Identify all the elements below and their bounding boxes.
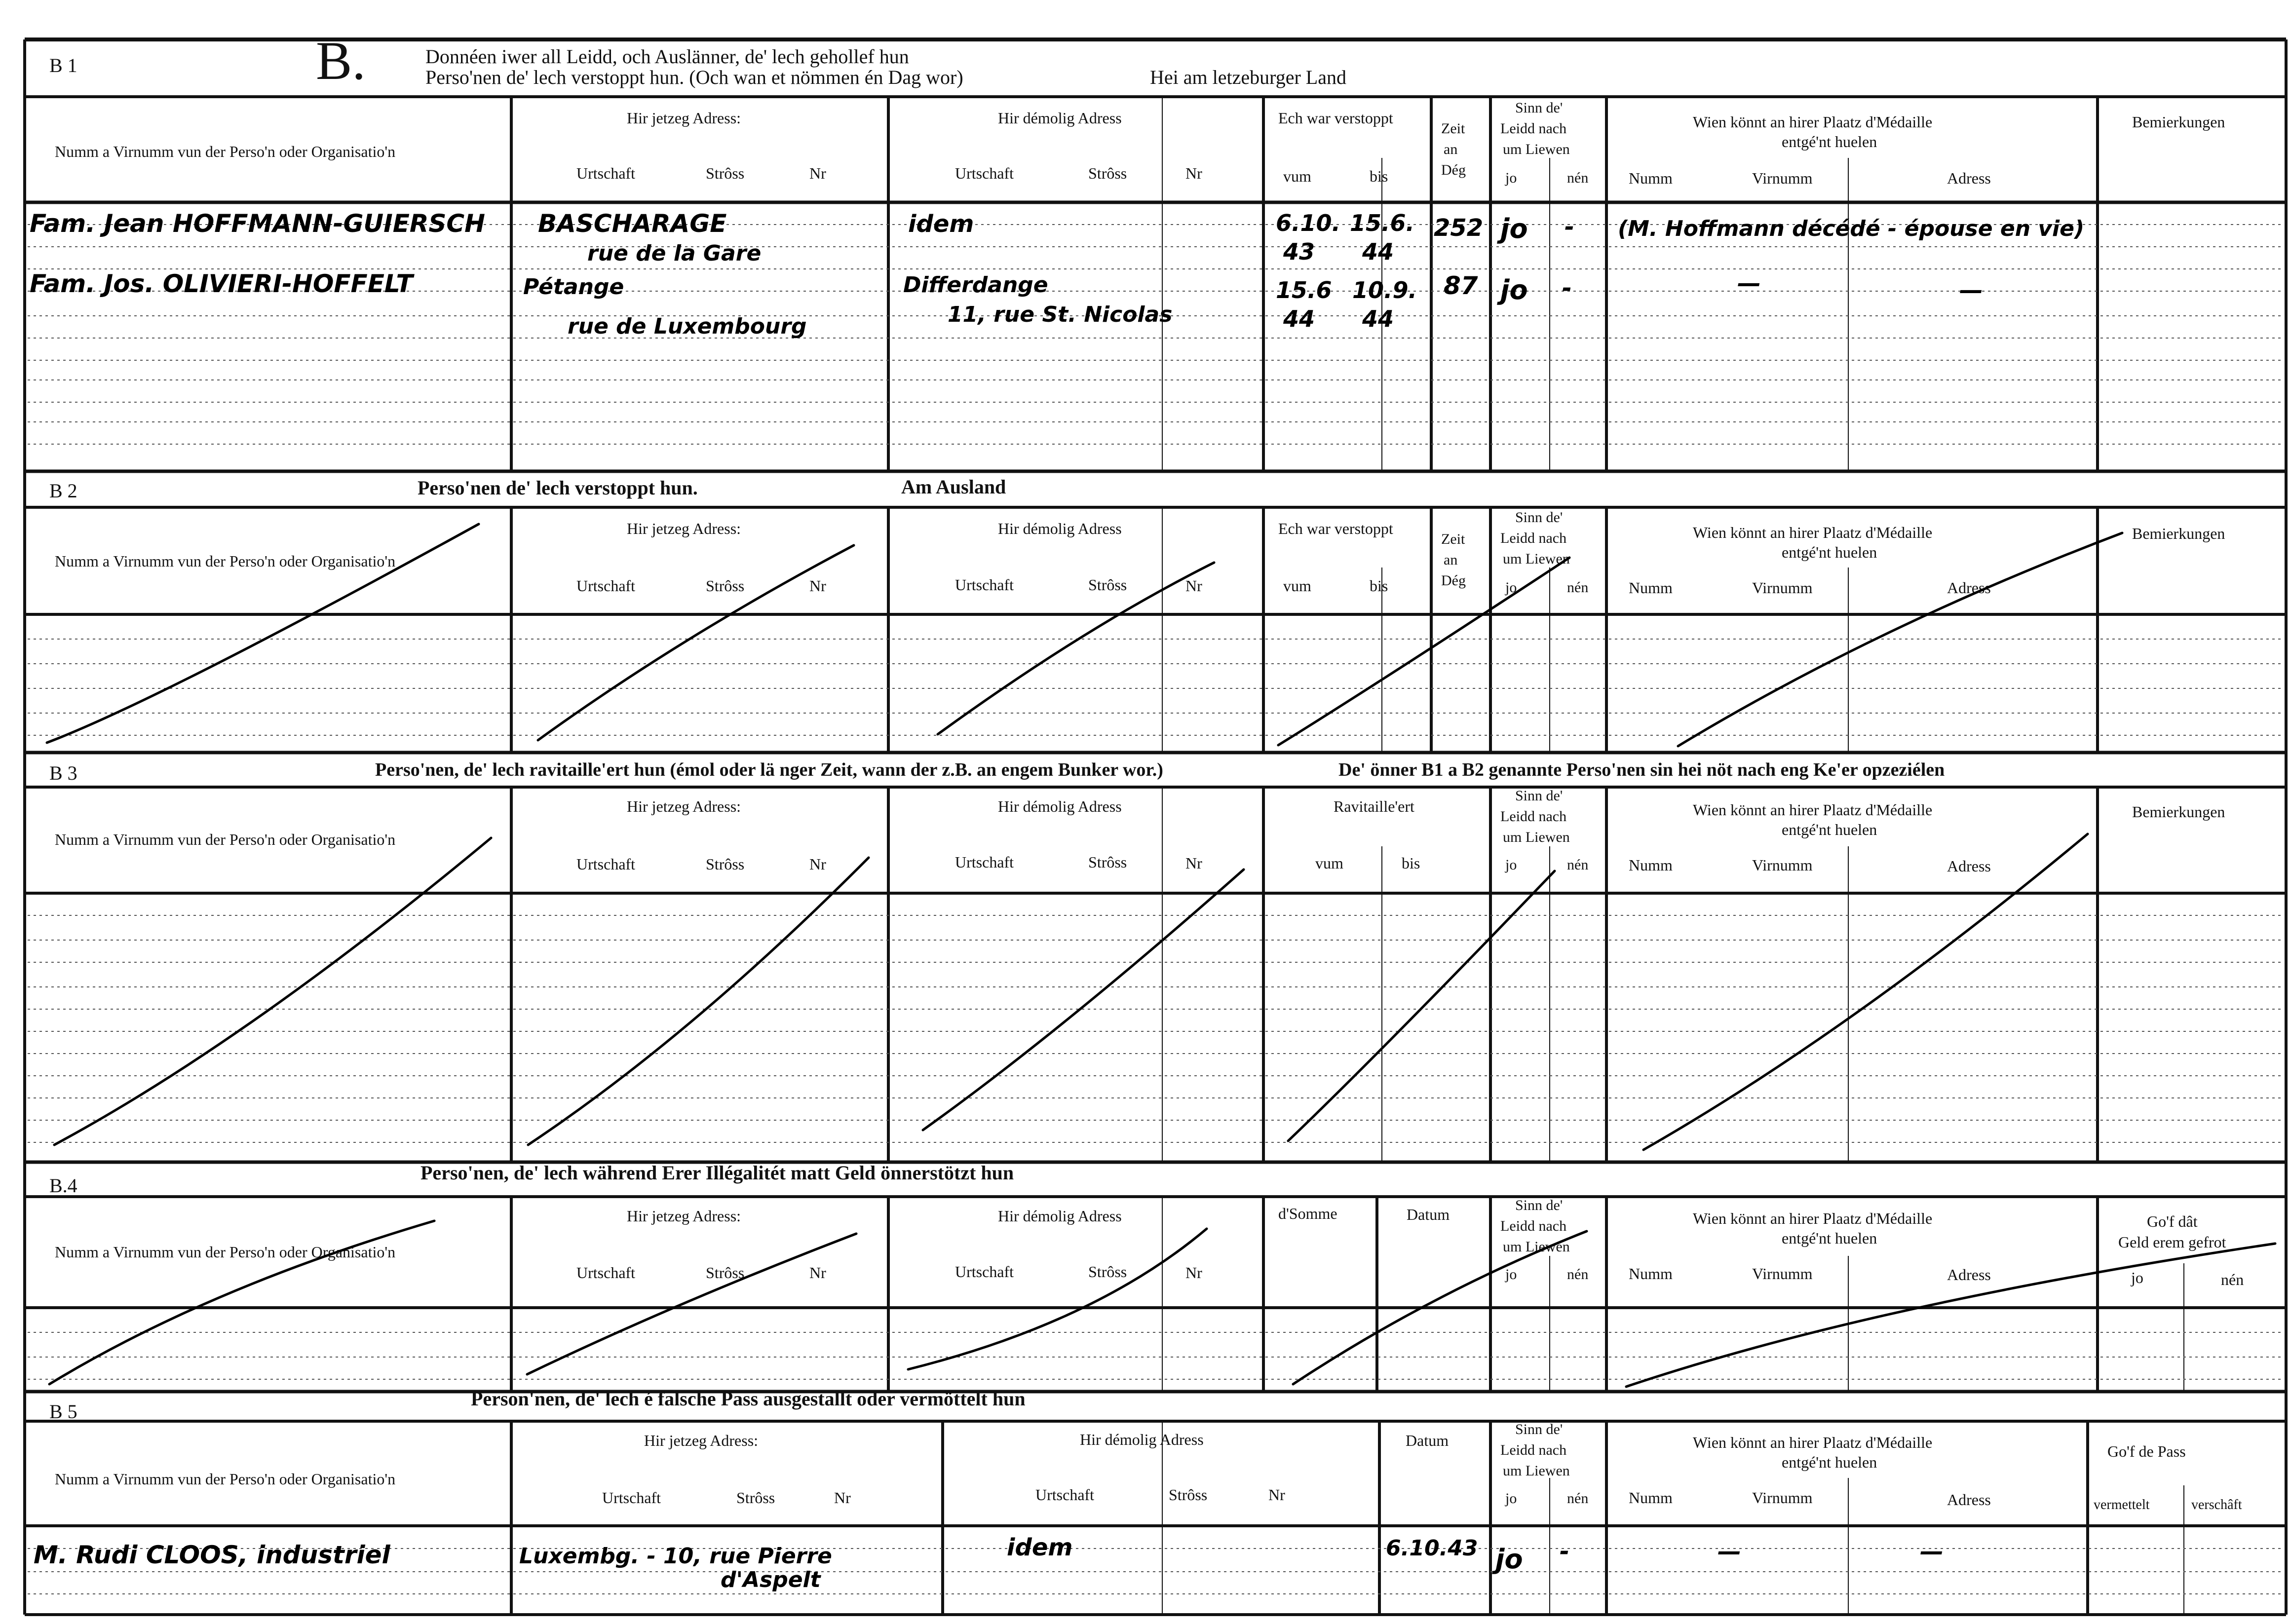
adress-header: Adress — [1947, 169, 1991, 187]
entry-not-alive: - — [1562, 274, 1572, 302]
current-address-header: Hir jetzeg Adress: — [627, 1207, 741, 1225]
urtschaft-header: Urtschaft — [955, 576, 1014, 594]
sinn-header: um Liewen — [1503, 829, 1570, 845]
entry-medal-note: (M. Hoffmann décédé - épouse en vie) — [1618, 216, 2085, 241]
entry-address-line1: BASCHARAGE — [538, 209, 727, 238]
section-code: B 3 — [49, 762, 77, 784]
section-title: Perso'nen de' lech verstoppt hun. — [418, 477, 698, 499]
stross-header: Strôss — [1088, 853, 1127, 871]
entry-not-alive: - — [1560, 1538, 1569, 1565]
urtschaft-header: Urtschaft — [576, 577, 636, 595]
nr-header: Nr — [1185, 577, 1202, 595]
money-given-header: Go'f dât — [2147, 1212, 2198, 1230]
virnumm-header: Virnumm — [1752, 169, 1813, 187]
hidden-header: Ech war verstoppt — [1278, 109, 1393, 127]
entry-name: Fam. Jos. OLIVIERI-HOFFELT — [30, 269, 413, 298]
bis-header: bis — [1402, 854, 1420, 872]
intro-line2-right: Hei am letzeburger Land — [1150, 66, 1346, 88]
name-col-header: Numm a Virnumm vun der Perso'n oder Organisatio'n — [55, 552, 396, 570]
medal-header: entgé'nt huelen — [1782, 1453, 1877, 1471]
former-address-header: Hir démolig Adress — [998, 520, 1122, 537]
numm-header: Numm — [1629, 169, 1673, 187]
medal-header: entgé'nt huelen — [1782, 1229, 1877, 1247]
strike-through-lines — [54, 834, 2088, 1150]
verschaft-header: verschâft — [2191, 1497, 2242, 1512]
medal-header: entgé'nt huelen — [1782, 133, 1877, 151]
jo-header: jo — [2131, 1269, 2143, 1286]
name-col-header: Numm a Virnumm vun der Perso'n oder Organisatio'n — [55, 1470, 396, 1488]
section-title-right: Am Ausland — [901, 476, 1006, 498]
name-col-header: Numm a Virnumm vun der Perso'n oder Organisatio'n — [55, 831, 396, 848]
sinn-header: um Liewen — [1503, 551, 1570, 567]
remarks-header: Bemierkungen — [2132, 803, 2225, 821]
entry-days: 252 — [1434, 214, 1484, 242]
b1-entry-1 — [30, 209, 2084, 266]
entry-name: M. Rudi CLOOS, industriel — [34, 1541, 390, 1569]
stross-header: Strôss — [736, 1489, 775, 1507]
nen-header: nén — [1567, 1266, 1589, 1283]
adress-header: Adress — [1947, 1491, 1991, 1509]
nr-header: Nr — [1185, 1264, 1202, 1282]
former-address-header: Hir démolig Adress — [998, 109, 1122, 127]
section-code: B 1 — [49, 54, 77, 76]
adress-header: Adress — [1947, 857, 1991, 875]
sinn-header: Sinn de' — [1515, 100, 1563, 116]
entry-medal-adress: — — [1920, 1538, 1944, 1565]
money-given-header: Geld erem gefrot — [2118, 1233, 2226, 1251]
former-address-header: Hir démolig Adress — [998, 1207, 1122, 1225]
current-address-header: Hir jetzeg Adress: — [644, 1432, 759, 1449]
stross-header: Strôss — [1088, 1263, 1127, 1281]
section-code: B.4 — [49, 1174, 77, 1197]
nr-header: Nr — [809, 577, 826, 595]
nen-header: nén — [2221, 1271, 2244, 1288]
remarks-header: Bemierkungen — [2132, 525, 2225, 542]
entry-date: 6.10.43 — [1386, 1536, 1478, 1561]
nr-header: Nr — [1185, 164, 1202, 182]
pass-given-header: Go'f de Pass — [2107, 1442, 2186, 1460]
nr-header: Nr — [809, 855, 826, 873]
section-b1 — [25, 31, 2286, 471]
stross-header: Strôss — [706, 164, 745, 182]
medal-header: entgé'nt huelen — [1782, 543, 1877, 561]
sinn-header: Leidd nach — [1500, 530, 1567, 546]
virnumm-header: Virnumm — [1752, 1265, 1813, 1283]
somme-header: d'Somme — [1278, 1205, 1337, 1222]
vermettelt-header: vermettelt — [2094, 1497, 2150, 1512]
current-address-header: Hir jetzeg Adress: — [627, 520, 741, 537]
sinn-header: um Liewen — [1503, 1239, 1570, 1255]
entry-medal-numm: — — [1718, 1538, 1741, 1565]
entry-former-address: Differdange — [903, 272, 1048, 298]
entry-from-day: 6.10. — [1276, 210, 1340, 236]
b5-entry-1 — [34, 1534, 1944, 1592]
adress-header: Adress — [1947, 1266, 1991, 1284]
remarks-header: Bemierkungen — [2132, 113, 2225, 131]
medal-header: Wien könnt an hirer Plaatz d'Médaille — [1693, 1434, 1933, 1451]
stross-header: Strôss — [1088, 576, 1127, 594]
entry-not-alive: - — [1565, 213, 1574, 241]
sinn-header: Sinn de' — [1515, 509, 1563, 526]
section-code: B 2 — [49, 480, 77, 502]
vum-header: vum — [1283, 577, 1311, 595]
entry-address-line2: d'Aspelt — [721, 1567, 821, 1592]
bis-header: bis — [1370, 577, 1388, 595]
entry-from-year: 44 — [1283, 305, 1315, 332]
section-b4 — [25, 1162, 2286, 1392]
stross-header: Strôss — [1169, 1486, 1208, 1504]
hidden-header: Ech war verstoppt — [1278, 520, 1393, 537]
adress-header: Adress — [1947, 579, 1991, 597]
nr-header: Nr — [1185, 854, 1202, 872]
former-address-header: Hir démolig Adress — [1080, 1431, 1204, 1448]
urtschaft-header: Urtschaft — [955, 1263, 1014, 1281]
sinn-header: Leidd nach — [1500, 1218, 1567, 1234]
virnumm-header: Virnumm — [1752, 1489, 1813, 1507]
deg-header: Dég — [1441, 162, 1466, 178]
entry-address-line2: rue de Luxembourg — [568, 314, 807, 339]
datum-header: Datum — [1406, 1432, 1449, 1449]
nr-header: Nr — [1268, 1486, 1285, 1504]
entry-to-year: 44 — [1362, 305, 1394, 332]
jo-header: jo — [1505, 170, 1517, 186]
entry-name: Fam. Jean HOFFMANN-GUIERSCH — [30, 209, 485, 238]
nr-header: Nr — [809, 1264, 826, 1282]
stross-header: Strôss — [706, 577, 745, 595]
nr-header: Nr — [809, 164, 826, 182]
ravitailleert-header: Ravitaille'ert — [1334, 797, 1414, 815]
deg-header: Dég — [1441, 572, 1466, 589]
section-title: Perso'nen, de' lech ravitaille'ert hun (émol oder lä nger Zeit, wann der z.B. an engem Bunker wor.) — [375, 759, 1163, 780]
an-header: an — [1444, 141, 1458, 157]
entry-address-line1: Luxembg. - 10, rue Pierre — [519, 1544, 832, 1569]
entry-days: 87 — [1444, 271, 1478, 300]
virnumm-header: Virnumm — [1752, 856, 1813, 874]
sinn-header: um Liewen — [1503, 1463, 1570, 1479]
urtschaft-header: Urtschaft — [576, 855, 636, 873]
entry-from-day: 15.6 — [1276, 277, 1332, 303]
form-letter: B. — [316, 31, 366, 91]
vum-header: vum — [1315, 854, 1343, 872]
virnumm-header: Virnumm — [1752, 579, 1813, 597]
sinn-header: Sinn de' — [1515, 1421, 1563, 1437]
entry-address-line1: Pétange — [523, 274, 624, 300]
zeit-header: Zeit — [1441, 531, 1465, 547]
entry-alive: jo — [1500, 274, 1528, 305]
sinn-header: Leidd nach — [1500, 1442, 1567, 1458]
entry-to-day: 15.6. — [1350, 210, 1414, 236]
nen-header: nén — [1567, 857, 1589, 873]
jo-header: jo — [1505, 1490, 1517, 1507]
sinn-header: Sinn de' — [1515, 788, 1563, 804]
stross-header: Strôss — [706, 855, 745, 873]
urtschaft-header: Urtschaft — [1035, 1486, 1095, 1504]
section-b3 — [25, 753, 2286, 1162]
intro-line2: Perso'nen de' lech verstoppt hun. (Och wan et nömmen én Dag wor) — [425, 66, 963, 88]
entry-former-address: idem — [908, 210, 974, 238]
numm-header: Numm — [1629, 579, 1673, 597]
entry-former-address: idem — [1007, 1534, 1073, 1561]
entry-address-line2: rue de la Gare — [587, 241, 762, 266]
sinn-header: Leidd nach — [1500, 120, 1567, 137]
jo-header: jo — [1505, 857, 1517, 873]
entry-from-year: 43 — [1283, 238, 1315, 265]
section-code: B 5 — [49, 1400, 77, 1423]
sinn-header: Sinn de' — [1515, 1197, 1563, 1213]
section-title: Person'nen, de' lech é falsche Pass ausgestallt oder vermöttelt hun — [471, 1388, 1026, 1410]
entry-to-year: 44 — [1362, 238, 1394, 265]
numm-header: Numm — [1629, 856, 1673, 874]
section-title-right: De' önner B1 a B2 genannte Perso'nen sin hei nöt nach eng Ke'er opzeziélen — [1338, 759, 1945, 780]
sinn-header: Leidd nach — [1500, 808, 1567, 825]
entry-to-day: 10.9. — [1352, 277, 1417, 303]
bis-header: bis — [1370, 167, 1388, 185]
entry-medal-adress: — — [1959, 276, 1983, 304]
stross-header: Strôss — [706, 1264, 745, 1282]
urtschaft-header: Urtschaft — [955, 853, 1014, 871]
urtschaft-header: Urtschaft — [955, 164, 1014, 182]
entry-alive: jo — [1495, 1544, 1523, 1575]
medal-header: Wien könnt an hirer Plaatz d'Médaille — [1693, 113, 1933, 131]
section-b2 — [25, 471, 2286, 753]
b1-entry-2 — [30, 269, 1983, 339]
urtschaft-header: Urtschaft — [576, 1264, 636, 1282]
section-b5 — [25, 1388, 2286, 1615]
datum-header: Datum — [1407, 1206, 1450, 1223]
current-address-header: Hir jetzeg Adress: — [627, 109, 741, 127]
medal-header: Wien könnt an hirer Plaatz d'Médaille — [1693, 801, 1933, 819]
medal-header: entgé'nt huelen — [1782, 821, 1877, 838]
numm-header: Numm — [1629, 1489, 1673, 1507]
zeit-header: Zeit — [1441, 120, 1465, 137]
former-address-header: Hir démolig Adress — [998, 797, 1122, 815]
urtschaft-header: Urtschaft — [576, 164, 636, 182]
current-address-header: Hir jetzeg Adress: — [627, 797, 741, 815]
jo-header: jo — [1505, 1266, 1517, 1283]
urtschaft-header: Urtschaft — [602, 1489, 661, 1507]
name-col-header: Numm a Virnumm vun der Perso'n oder Organisatio'n — [55, 1243, 396, 1261]
nr-header: Nr — [834, 1489, 851, 1507]
an-header: an — [1444, 552, 1458, 568]
nen-header: nén — [1567, 1490, 1589, 1507]
numm-header: Numm — [1629, 1265, 1673, 1283]
intro-line1: Donnéen iwer all Leidd, och Auslänner, de' lech gehollef hun — [425, 45, 909, 68]
entry-medal-numm: — — [1737, 269, 1761, 297]
entry-former-address-line2: 11, rue St. Nicolas — [948, 302, 1173, 327]
vum-header: vum — [1283, 167, 1311, 185]
sinn-header: um Liewen — [1503, 141, 1570, 157]
medal-header: Wien könnt an hirer Plaatz d'Médaille — [1693, 1209, 1933, 1227]
medal-header: Wien könnt an hirer Plaatz d'Médaille — [1693, 524, 1933, 541]
stross-header: Strôss — [1088, 164, 1127, 182]
entry-alive: jo — [1500, 213, 1528, 244]
name-col-header: Numm a Virnumm vun der Perso'n oder Organisatio'n — [55, 143, 396, 160]
nen-header: nén — [1567, 170, 1589, 186]
nen-header: nén — [1567, 579, 1589, 596]
jo-header: jo — [1505, 579, 1517, 596]
section-title: Perso'nen, de' lech während Erer Illégalitét matt Geld önnerstötzt hun — [420, 1162, 1014, 1184]
